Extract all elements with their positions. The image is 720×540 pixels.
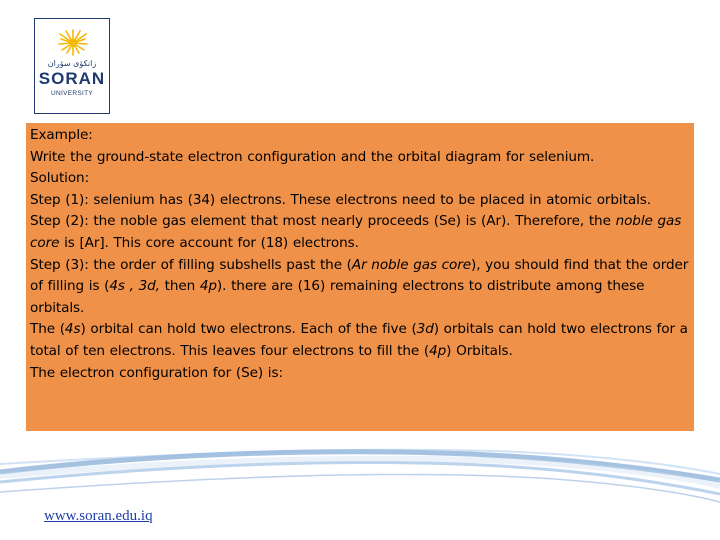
example-heading: Example: — [30, 127, 93, 143]
step-3-text: Step (3): the order of filling subshells past the (Ar noble gas core), you should find that the order of filling is (4s , 3d, then 4p). there are (16) remaining electrons to distribute among these orbitals. — [30, 256, 689, 316]
configuration-line: The electron configuration for (Se) is: — [30, 364, 283, 381]
decorative-wave-graphic — [0, 440, 720, 540]
logo-arabic-text: زانكۆی سۆران — [47, 59, 97, 68]
orbital-capacity-text: The (4s) orbital can hold two electrons. Each of the five (3d) orbitals can hold two electrons for a total of ten electrons. This leaves four electrons to fill the (4p) Orbitals. — [30, 321, 688, 359]
logo-subtitle: UNIVERSITY — [50, 90, 93, 97]
example-content-box — [26, 123, 694, 431]
solution-heading: Solution: — [30, 170, 90, 187]
website-link[interactable]: www.soran.edu.iq — [44, 508, 153, 524]
step-2-text: Step (2): the noble gas element that most nearly proceeds (Se) is (Ar). Therefore, the noble gas core is [Ar]. This core account for (18) electrons. — [30, 213, 682, 251]
step-1-text: Step (1): selenium has (34) electrons. These electrons need to be placed in atomic orbitals. — [30, 191, 651, 208]
logo-name: SORAN — [38, 69, 106, 88]
university-logo — [34, 18, 110, 114]
question-text: Write the ground-state electron configuration and the orbital diagram for selenium. — [30, 148, 595, 165]
